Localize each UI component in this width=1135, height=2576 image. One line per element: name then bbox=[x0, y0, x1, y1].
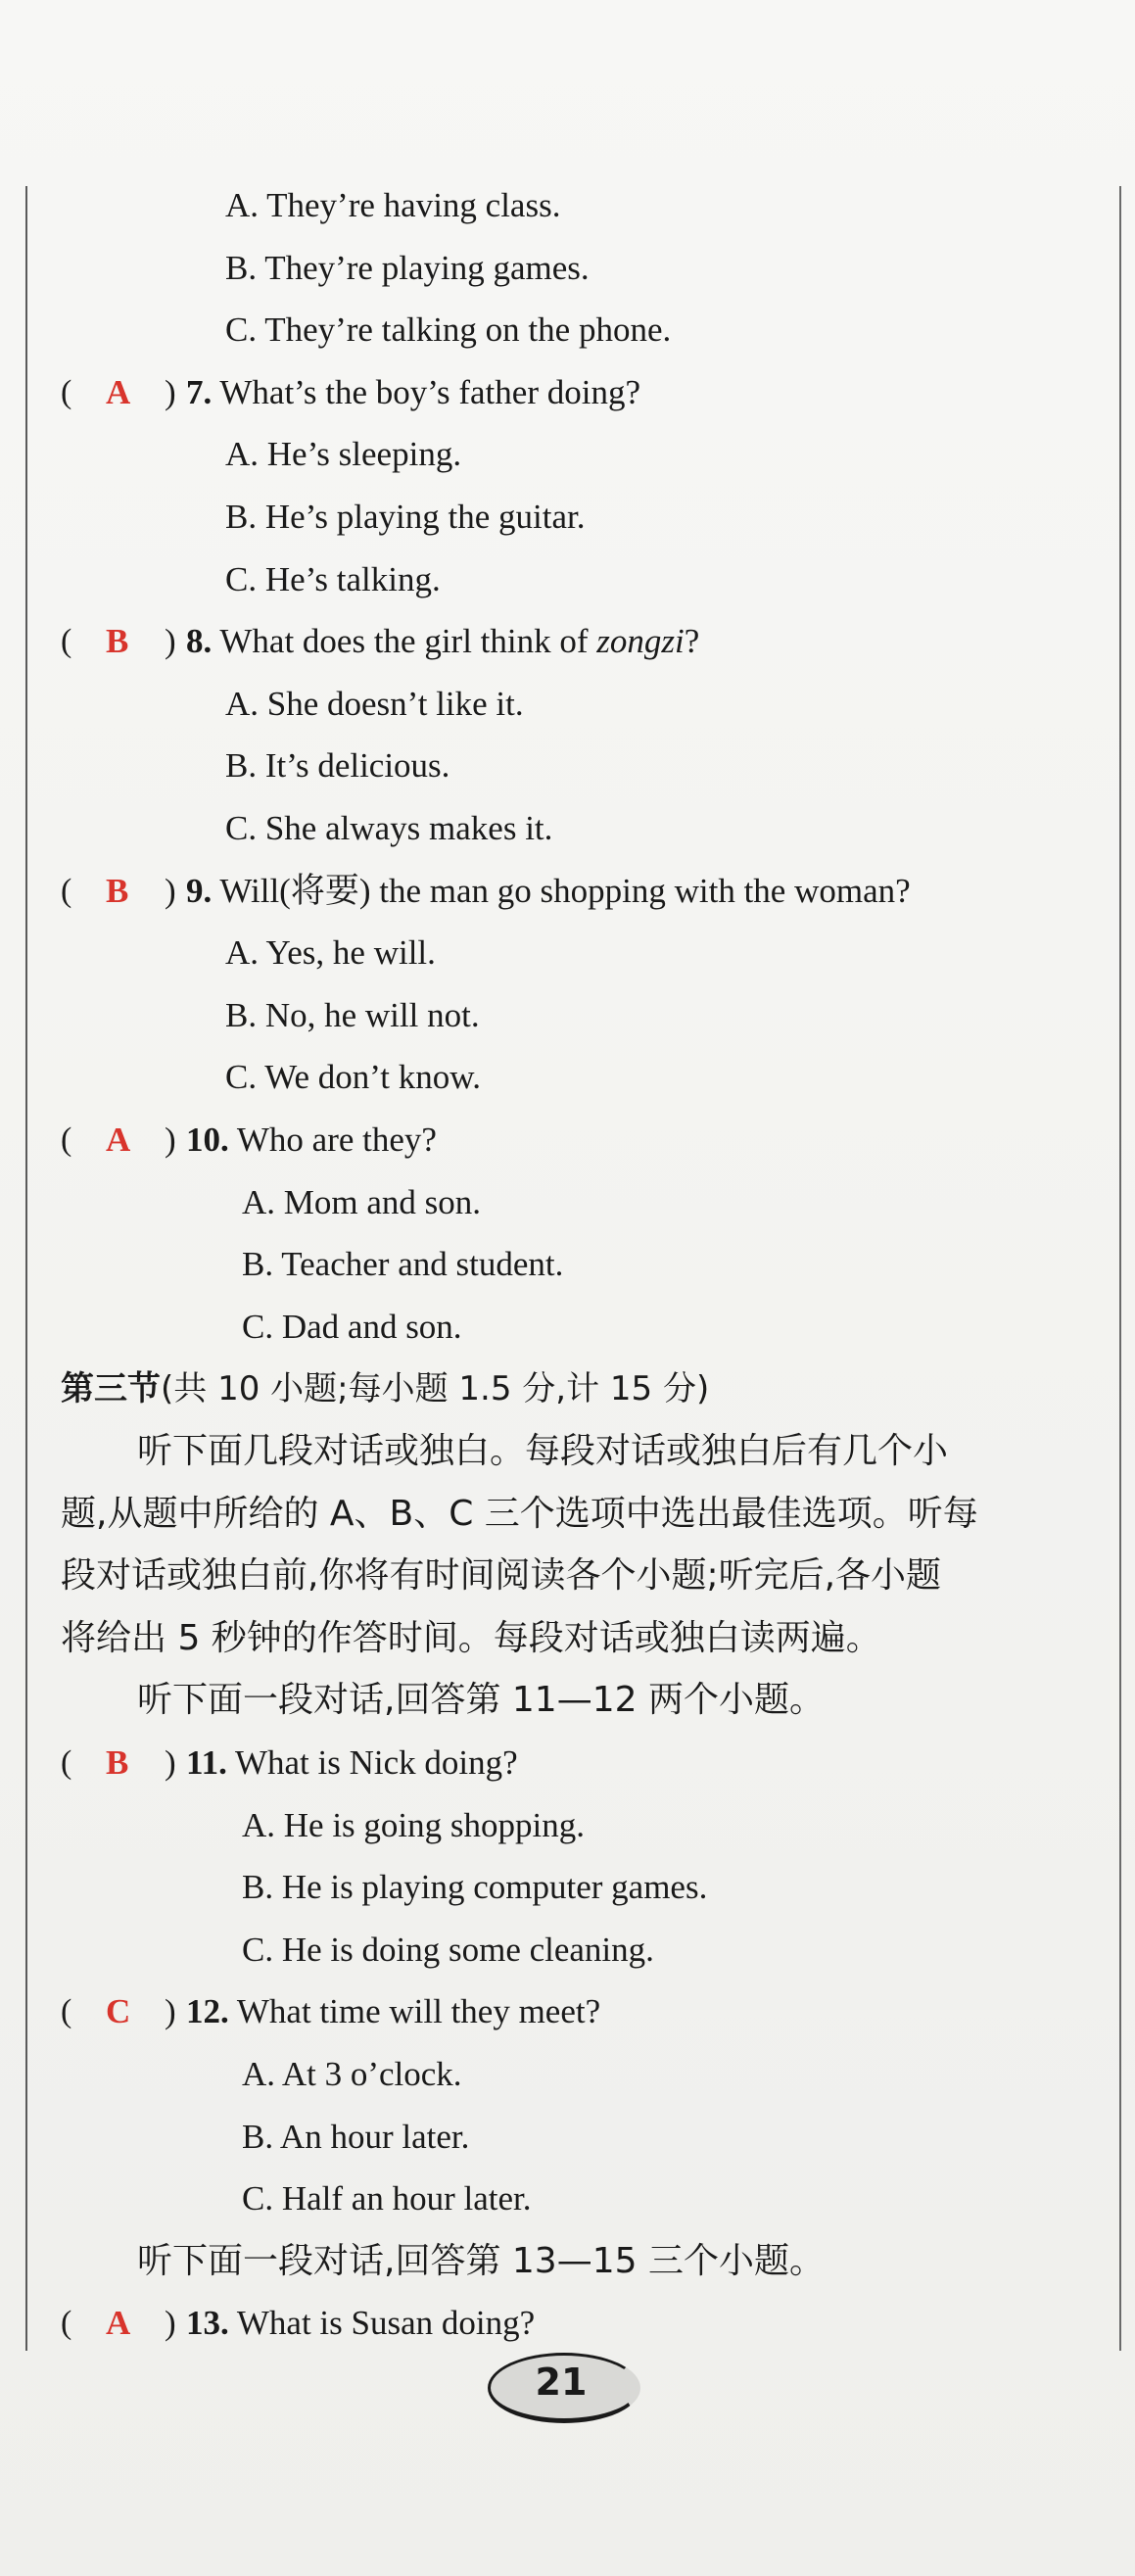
option-row bbox=[0, 425, 1135, 484]
option-text: A. She doesn’t like it. bbox=[225, 685, 524, 723]
instruction-row bbox=[0, 1609, 1135, 1668]
question-text-wrap bbox=[186, 1734, 518, 1792]
option-text: A. They’re having class. bbox=[225, 186, 561, 224]
question-row bbox=[0, 1734, 1135, 1792]
question-text-wrap bbox=[186, 1982, 600, 2041]
question-row bbox=[0, 1111, 1135, 1169]
option-row bbox=[0, 1796, 1135, 1855]
option-row bbox=[0, 1858, 1135, 1917]
question-row bbox=[0, 1982, 1135, 2041]
option-text: A. At 3 o’clock. bbox=[242, 2055, 462, 2093]
answer-paren-close: ) bbox=[165, 1992, 176, 2030]
answer-paren-open: ( bbox=[61, 2305, 72, 2341]
option-text: C. She always makes it. bbox=[225, 809, 553, 847]
instruction-text: 段对话或独白前,你将有时间阅读各个小题;听完后,各小题 bbox=[61, 1555, 942, 1596]
option-text: C. He’s talking. bbox=[225, 560, 441, 598]
answer-paren-open: ( bbox=[61, 1744, 72, 1781]
answer-letter: B bbox=[106, 872, 129, 910]
question-number: 9. bbox=[186, 872, 213, 910]
instruction-text: 将给出 5 秒钟的作答时间。每段对话或独白读两遍。 bbox=[61, 1618, 881, 1658]
option-row bbox=[0, 488, 1135, 547]
answer-paren-close: ) bbox=[165, 1121, 176, 1159]
option-text: B. They’re playing games. bbox=[225, 249, 590, 287]
instruction-row bbox=[0, 1671, 1135, 1730]
option-row bbox=[0, 675, 1135, 734]
option-row bbox=[0, 1921, 1135, 1980]
option-text: C. Half an hour later. bbox=[242, 2179, 532, 2218]
answer-letter: B bbox=[106, 1743, 129, 1782]
question-number: 10. bbox=[186, 1121, 229, 1159]
page-number: 21 bbox=[535, 2361, 588, 2404]
section-title: 第三节 bbox=[61, 1369, 161, 1408]
answer-paren-close: ) bbox=[165, 373, 176, 411]
section-note: (共 10 小题;每小题 1.5 分,计 15 分) bbox=[161, 1369, 710, 1408]
option-row bbox=[0, 301, 1135, 359]
option-row bbox=[0, 2108, 1135, 2167]
option-text: C. He is doing some cleaning. bbox=[242, 1931, 654, 1969]
question-tail: ? bbox=[684, 622, 700, 660]
option-row bbox=[0, 1235, 1135, 1294]
option-row bbox=[0, 239, 1135, 298]
answer-paren-close: ) bbox=[165, 872, 176, 910]
question-number: 8. bbox=[186, 622, 213, 660]
answer-paren-close: ) bbox=[165, 1743, 176, 1782]
answer-paren-open: ( bbox=[61, 374, 72, 410]
question-text-wrap bbox=[186, 862, 911, 921]
option-text: B. No, he will not. bbox=[225, 996, 480, 1034]
question-row bbox=[0, 363, 1135, 422]
option-text: B. An hour later. bbox=[242, 2118, 470, 2156]
option-text: A. Yes, he will. bbox=[225, 933, 436, 972]
question-text: Will(将要) the man go shopping with the woman? bbox=[219, 872, 911, 910]
option-row bbox=[0, 986, 1135, 1045]
answer-paren-open: ( bbox=[61, 1993, 72, 2029]
question-text: What is Susan doing? bbox=[236, 2304, 536, 2342]
answer-paren-open: ( bbox=[61, 873, 72, 909]
option-row bbox=[0, 1298, 1135, 1357]
answer-paren-close: ) bbox=[165, 622, 176, 660]
answer-letter: C bbox=[106, 1992, 131, 2030]
option-text: C. Dad and son. bbox=[242, 1308, 462, 1346]
instruction-row bbox=[0, 1547, 1135, 1605]
question-row bbox=[0, 612, 1135, 671]
question-italic-term: zongzi bbox=[596, 622, 685, 660]
instruction-text: 听下面一段对话,回答第 13—15 三个小题。 bbox=[137, 2241, 825, 2281]
answer-paren-open: ( bbox=[61, 623, 72, 659]
question-text: What’s the boy’s father doing? bbox=[219, 373, 640, 411]
question-number: 13. bbox=[186, 2304, 229, 2342]
section-heading bbox=[61, 1360, 709, 1418]
option-row bbox=[0, 737, 1135, 795]
answer-letter: A bbox=[106, 373, 131, 411]
instruction-row bbox=[0, 1360, 1135, 1418]
option-row bbox=[0, 1048, 1135, 1107]
page-number-badge bbox=[488, 2353, 644, 2421]
option-text: C. They’re talking on the phone. bbox=[225, 310, 672, 349]
answer-letter: B bbox=[106, 622, 129, 660]
option-text: B. He is playing computer games. bbox=[242, 1868, 708, 1906]
option-text: A. He’s sleeping. bbox=[225, 435, 462, 473]
answer-paren-open: ( bbox=[61, 1121, 72, 1158]
answer-letter: A bbox=[106, 2304, 131, 2342]
question-text-wrap bbox=[186, 363, 640, 422]
answer-letter: A bbox=[106, 1121, 131, 1159]
option-row bbox=[0, 176, 1135, 235]
option-row bbox=[0, 1173, 1135, 1232]
option-text: B. It’s delicious. bbox=[225, 746, 450, 785]
question-number: 11. bbox=[186, 1743, 227, 1782]
question-text-wrap bbox=[186, 1111, 437, 1169]
option-row bbox=[0, 2045, 1135, 2104]
instruction-text: 听下面一段对话,回答第 11—12 两个小题。 bbox=[137, 1680, 825, 1720]
question-row bbox=[0, 2294, 1135, 2353]
question-text: Who are they? bbox=[236, 1121, 437, 1159]
question-number: 7. bbox=[186, 373, 213, 411]
question-row bbox=[0, 862, 1135, 921]
instruction-row bbox=[0, 1485, 1135, 1544]
question-text-wrap bbox=[186, 612, 699, 671]
option-row bbox=[0, 2170, 1135, 2228]
option-row bbox=[0, 799, 1135, 858]
instruction-row bbox=[0, 2232, 1135, 2291]
option-text: C. We don’t know. bbox=[225, 1058, 481, 1096]
option-text: A. He is going shopping. bbox=[242, 1806, 585, 1844]
question-text-wrap bbox=[186, 2294, 535, 2353]
answer-paren-close: ) bbox=[165, 2304, 176, 2342]
option-row bbox=[0, 550, 1135, 609]
option-text: A. Mom and son. bbox=[242, 1183, 482, 1221]
question-text: What time will they meet? bbox=[236, 1992, 601, 2030]
instruction-text: 听下面几段对话或独白。每段对话或独白后有几个小 bbox=[137, 1431, 949, 1471]
question-text: What is Nick doing? bbox=[234, 1743, 518, 1782]
question-text: What does the girl think of bbox=[219, 622, 597, 660]
question-number: 12. bbox=[186, 1992, 229, 2030]
option-text: B. He’s playing the guitar. bbox=[225, 498, 586, 536]
instruction-text: 题,从题中所给的 A、B、C 三个选项中选出最佳选项。听每 bbox=[61, 1494, 978, 1534]
option-text: B. Teacher and student. bbox=[242, 1245, 564, 1283]
instruction-row bbox=[0, 1422, 1135, 1481]
option-row bbox=[0, 924, 1135, 982]
